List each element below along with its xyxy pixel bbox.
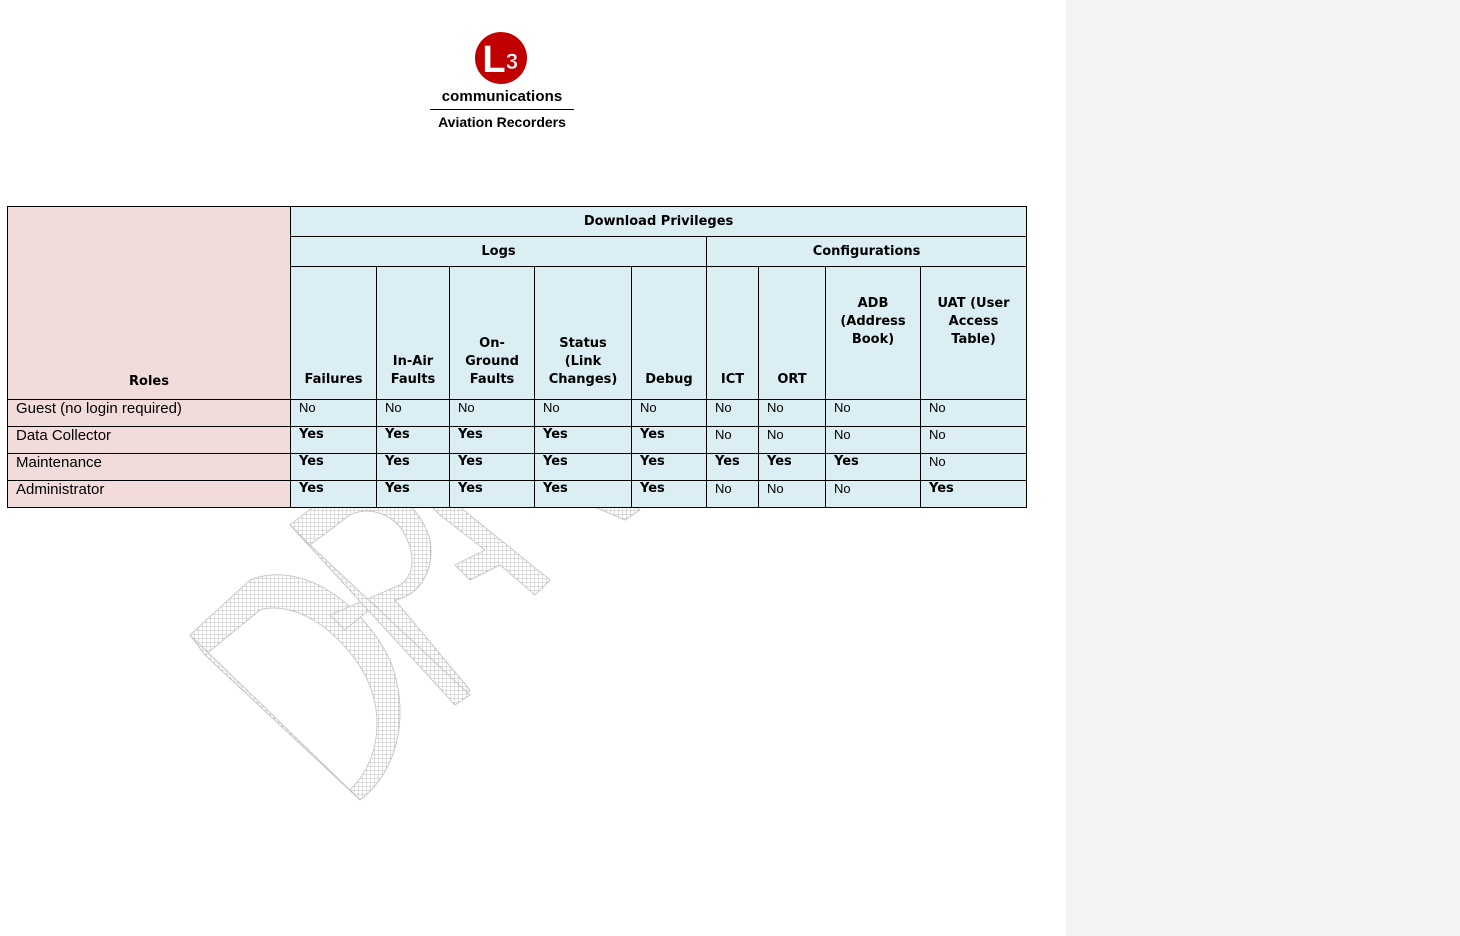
column-header-status-link-changes: Status (Link Changes) xyxy=(535,267,632,400)
privilege-cell: Yes xyxy=(377,427,450,454)
column-header-in-air-faults: In-Air Faults xyxy=(377,267,450,400)
svg-text:3: 3 xyxy=(505,49,519,74)
privilege-cell: Yes xyxy=(921,481,1027,508)
privilege-cell: No xyxy=(921,427,1027,454)
privilege-cell: No xyxy=(535,400,632,427)
privilege-cell: No xyxy=(826,481,921,508)
privilege-cell: Yes xyxy=(291,454,377,481)
privilege-cell: No xyxy=(826,400,921,427)
privilege-cell: No xyxy=(632,400,707,427)
privilege-cell: No xyxy=(707,400,759,427)
privilege-cell: Yes xyxy=(707,454,759,481)
configurations-group-header: Configurations xyxy=(707,237,1027,267)
privilege-cell: Yes xyxy=(450,427,535,454)
privilege-cell: Yes xyxy=(377,454,450,481)
role-cell: Guest (no login required) xyxy=(8,400,291,427)
privilege-cell: No xyxy=(759,481,826,508)
table-row xyxy=(8,427,1027,454)
logo-company-name: communications xyxy=(441,88,563,105)
privilege-cell: No xyxy=(291,400,377,427)
role-cell: Data Collector xyxy=(8,427,291,454)
role-cell: Maintenance xyxy=(8,454,291,481)
column-header-ict: ICT xyxy=(707,267,759,400)
privilege-cell: Yes xyxy=(826,454,921,481)
privilege-cell: Yes xyxy=(377,481,450,508)
privilege-cell: Yes xyxy=(535,454,632,481)
column-header-uat: UAT (User Access Table) xyxy=(921,267,1027,400)
column-header-adb: ADB (Address Book) xyxy=(826,267,921,400)
table-row xyxy=(8,400,1027,427)
privilege-cell: No xyxy=(921,400,1027,427)
privilege-cell: Yes xyxy=(632,481,707,508)
column-header-failures: Failures xyxy=(291,267,377,400)
privilege-cell: Yes xyxy=(632,427,707,454)
logo-division-name: Aviation Recorders xyxy=(438,114,566,130)
privilege-cell: Yes xyxy=(759,454,826,481)
privilege-cell: Yes xyxy=(535,481,632,508)
svg-text:L: L xyxy=(482,39,506,81)
privilege-cell: No xyxy=(450,400,535,427)
privilege-cell: No xyxy=(826,427,921,454)
column-header-ort: ORT xyxy=(759,267,826,400)
download-privileges-header: Download Privileges xyxy=(291,207,1027,237)
privilege-cell: No xyxy=(707,427,759,454)
roles-header: Roles xyxy=(8,207,291,400)
privilege-cell: No xyxy=(759,427,826,454)
comment-margin-panel xyxy=(1066,0,1460,936)
privilege-cell: No xyxy=(377,400,450,427)
privilege-cell: Yes xyxy=(450,481,535,508)
logs-group-header: Logs xyxy=(291,237,707,267)
privilege-cell: Yes xyxy=(632,454,707,481)
privilege-cell: Yes xyxy=(291,481,377,508)
privilege-cell: No xyxy=(759,400,826,427)
draft-watermark xyxy=(170,470,690,820)
privilege-cell: No xyxy=(921,454,1027,481)
privilege-cell: No xyxy=(707,481,759,508)
download-privileges-table xyxy=(7,206,1027,508)
company-logo xyxy=(420,30,584,134)
column-header-debug: Debug xyxy=(632,267,707,400)
table-row xyxy=(8,454,1027,481)
column-header-on-ground-faults: On-Ground Faults xyxy=(450,267,535,400)
privilege-cell: Yes xyxy=(535,427,632,454)
privilege-cell: Yes xyxy=(291,427,377,454)
logo-divider xyxy=(430,109,574,110)
privilege-cell: Yes xyxy=(450,454,535,481)
role-cell: Administrator xyxy=(8,481,291,508)
table-row xyxy=(8,481,1027,508)
l3-logo-mark xyxy=(475,32,527,84)
